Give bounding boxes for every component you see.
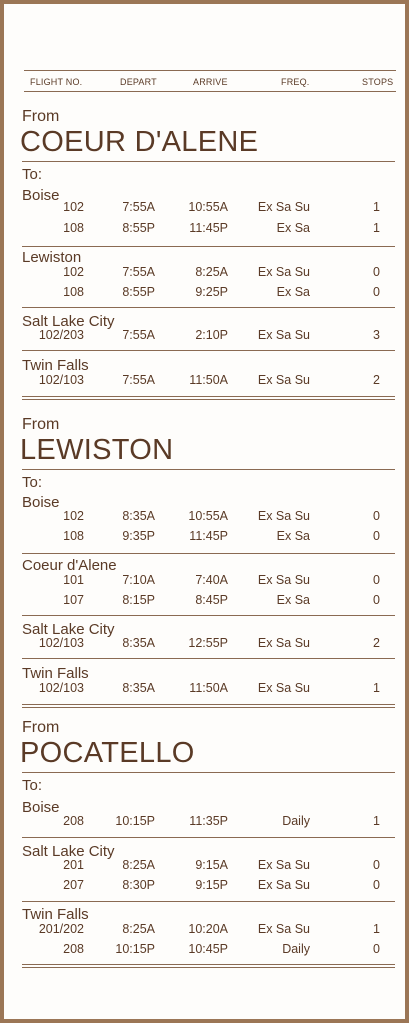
depart-time: 10:15P (115, 942, 155, 956)
destination-name: Salt Lake City (22, 843, 115, 860)
stops-count: 1 (373, 922, 380, 936)
arrive-time: 9:15A (195, 858, 228, 872)
flight-number: 101 (63, 573, 84, 587)
origin-city-heading: COEUR D'ALENE (20, 126, 259, 158)
stops-count: 0 (373, 285, 380, 299)
destination-rule (22, 350, 395, 351)
arrive-time: 10:20A (188, 922, 228, 936)
from-label: From (22, 108, 60, 125)
arrive-time: 8:25A (195, 265, 228, 279)
destination-rule (22, 837, 395, 838)
depart-time: 8:35A (122, 681, 155, 695)
flight-number: 107 (63, 593, 84, 607)
depart-time: 8:55P (122, 285, 155, 299)
depart-time: 8:35A (122, 509, 155, 523)
flight-number: 108 (63, 529, 84, 543)
depart-time: 7:55A (122, 265, 155, 279)
arrive-time: 9:25P (195, 285, 228, 299)
header-top-rule (24, 70, 396, 71)
frequency: Daily (282, 942, 310, 956)
frequency: Daily (282, 814, 310, 828)
frequency: Ex Sa Su (257, 858, 310, 872)
destination-rule (22, 246, 395, 247)
col-stops-header: STOPS (362, 77, 394, 87)
depart-time: 8:25A (122, 922, 155, 936)
col-freq-header: FREQ. (281, 77, 310, 87)
destination-rule (22, 396, 395, 400)
depart-time: 7:55A (122, 373, 155, 387)
flight-number: 207 (63, 878, 84, 892)
arrive-time: 11:45P (189, 221, 228, 235)
depart-time: 8:25A (122, 858, 155, 872)
frequency: Ex Sa (276, 529, 310, 543)
frequency: Ex Sa (276, 221, 310, 235)
flight-number: 108 (63, 221, 84, 235)
city-rule (22, 772, 395, 773)
flight-number: 102 (63, 265, 84, 279)
destination-name: Twin Falls (22, 665, 89, 682)
frequency: Ex Sa Su (257, 681, 310, 695)
stops-count: 1 (373, 681, 380, 695)
flight-number: 208 (63, 814, 84, 828)
flight-number: 102 (63, 200, 84, 214)
col-depart-header: DEPART (120, 77, 157, 87)
destination-rule (22, 964, 395, 968)
stops-count: 1 (373, 200, 380, 214)
frequency: Ex Sa Su (257, 200, 310, 214)
arrive-time: 11:35P (189, 814, 228, 828)
from-label: From (22, 719, 60, 736)
depart-time: 8:55P (122, 221, 155, 235)
arrive-time: 11:50A (189, 373, 228, 387)
flight-number: 108 (63, 285, 84, 299)
arrive-time: 11:50A (189, 681, 228, 695)
header-bottom-rule (24, 91, 396, 92)
to-label: To: (22, 474, 43, 491)
depart-time: 8:15P (122, 593, 155, 607)
frequency: Ex Sa Su (257, 878, 310, 892)
depart-time: 10:15P (115, 814, 155, 828)
frequency: Ex Sa Su (257, 573, 310, 587)
destination-name: Salt Lake City (22, 621, 115, 638)
destination-rule (22, 704, 395, 708)
arrive-time: 11:45P (189, 529, 228, 543)
stops-count: 0 (373, 573, 380, 587)
frequency: Ex Sa Su (257, 328, 310, 342)
arrive-time: 10:55A (188, 509, 228, 523)
destination-rule (22, 553, 395, 554)
col-arrive-header: ARRIVE (193, 77, 228, 87)
stops-count: 1 (373, 814, 380, 828)
col-flight-header: FLIGHT NO. (30, 77, 83, 87)
city-rule (22, 469, 395, 470)
stops-count: 2 (373, 636, 380, 650)
flight-number: 102/103 (38, 636, 84, 650)
frequency: Ex Sa Su (257, 265, 310, 279)
destination-name: Boise (22, 494, 60, 511)
stops-count: 0 (373, 878, 380, 892)
frequency: Ex Sa (276, 593, 310, 607)
destination-rule (22, 307, 395, 308)
stops-count: 3 (373, 328, 380, 342)
stops-count: 0 (373, 529, 380, 543)
destination-name: Twin Falls (22, 357, 89, 374)
destination-rule (22, 901, 395, 902)
flight-number: 102/103 (38, 373, 84, 387)
depart-time: 8:30P (122, 878, 155, 892)
destination-name: Coeur d'Alene (22, 557, 117, 574)
arrive-time: 10:45P (188, 942, 228, 956)
stops-count: 2 (373, 373, 380, 387)
arrive-time: 7:40A (195, 573, 228, 587)
flight-number: 201 (63, 858, 84, 872)
depart-time: 7:10A (122, 573, 155, 587)
arrive-time: 2:10P (195, 328, 228, 342)
stops-count: 0 (373, 265, 380, 279)
flight-number: 102 (63, 509, 84, 523)
frequency: Ex Sa (276, 285, 310, 299)
destination-rule (22, 658, 395, 659)
depart-time: 8:35A (122, 636, 155, 650)
destination-name: Salt Lake City (22, 313, 115, 330)
stops-count: 0 (373, 509, 380, 523)
depart-time: 7:55A (122, 328, 155, 342)
to-label: To: (22, 777, 43, 794)
stops-count: 1 (373, 221, 380, 235)
destination-name: Twin Falls (22, 906, 89, 923)
destination-rule (22, 615, 395, 616)
depart-time: 7:55A (122, 200, 155, 214)
frequency: Ex Sa Su (257, 509, 310, 523)
timetable-card (4, 4, 405, 1019)
arrive-time: 12:55P (188, 636, 228, 650)
depart-time: 9:35P (122, 529, 155, 543)
flight-number: 102/203 (38, 328, 84, 342)
stops-count: 0 (373, 858, 380, 872)
flight-number: 208 (63, 942, 84, 956)
from-label: From (22, 416, 60, 433)
destination-name: Boise (22, 187, 60, 204)
destination-name: Boise (22, 799, 60, 816)
frequency: Ex Sa Su (257, 922, 310, 936)
origin-city-heading: POCATELLO (20, 737, 195, 769)
stops-count: 0 (373, 593, 380, 607)
flight-number: 201/202 (38, 922, 84, 936)
arrive-time: 8:45P (195, 593, 228, 607)
frequency: Ex Sa Su (257, 636, 310, 650)
stops-count: 0 (373, 942, 380, 956)
frequency: Ex Sa Su (257, 373, 310, 387)
destination-name: Lewiston (22, 249, 82, 266)
origin-city-heading: LEWISTON (20, 434, 174, 466)
city-rule (22, 161, 395, 162)
arrive-time: 10:55A (188, 200, 228, 214)
to-label: To: (22, 166, 43, 183)
flight-number: 102/103 (38, 681, 84, 695)
arrive-time: 9:15P (195, 878, 228, 892)
